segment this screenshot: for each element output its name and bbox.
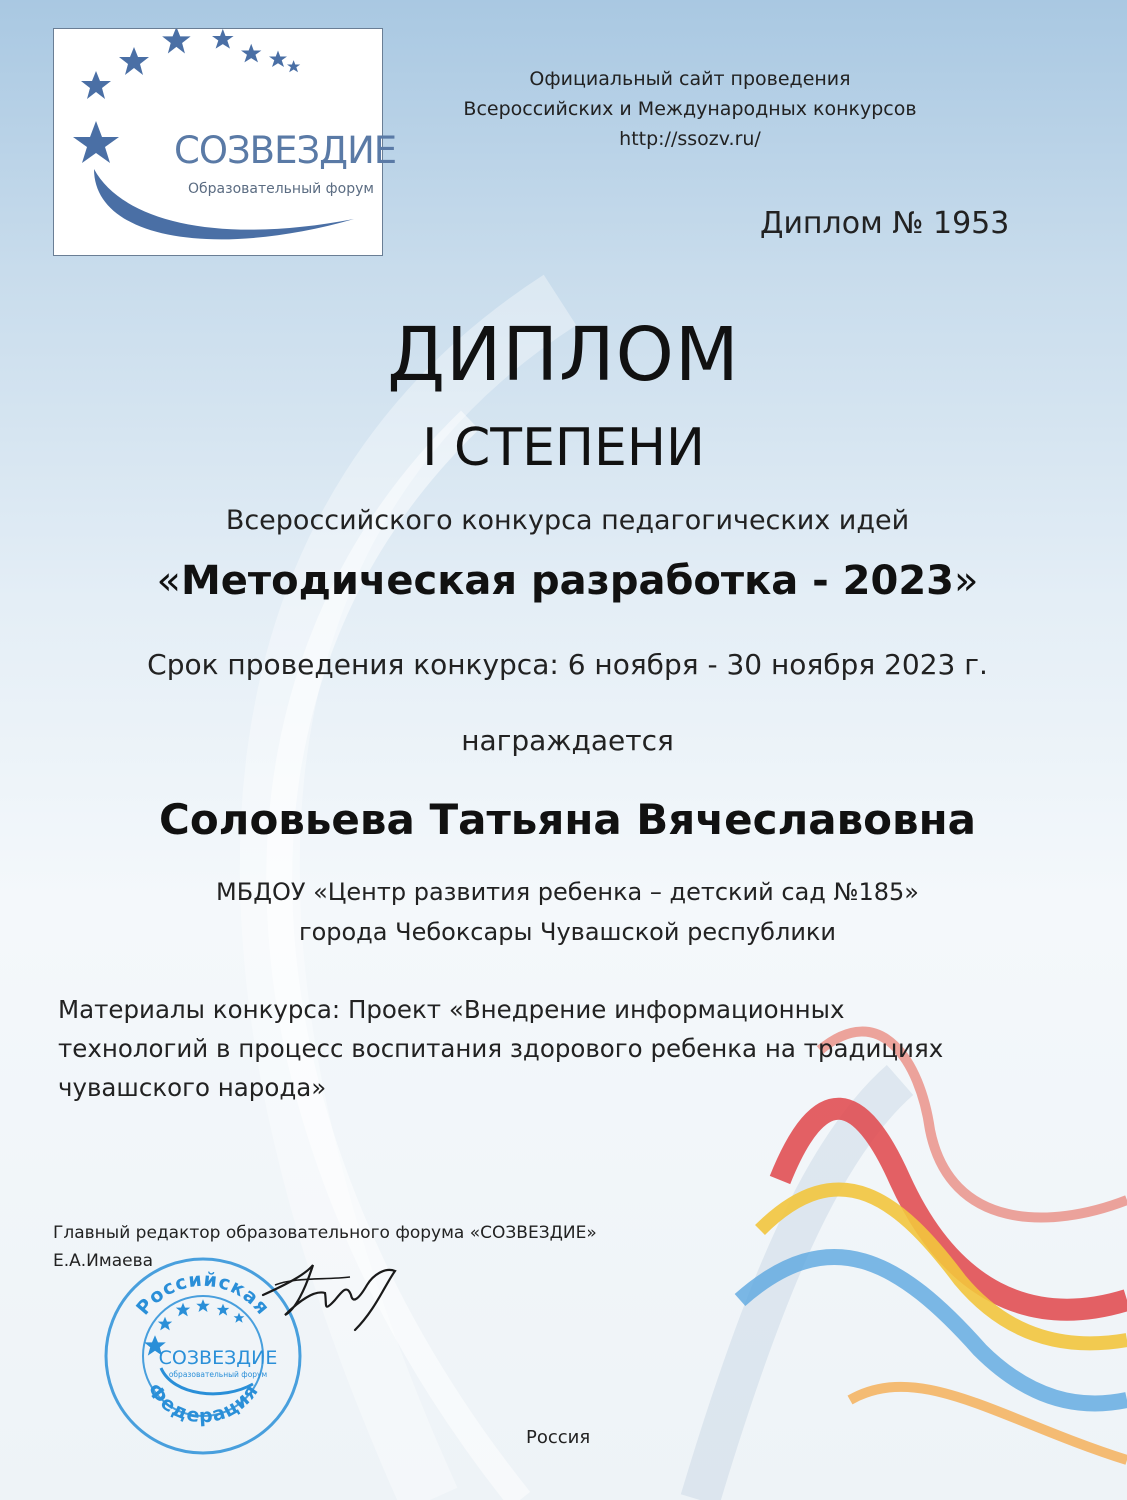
- logo-title: СОЗВЕЗДИЕ: [174, 129, 397, 172]
- organization-line1: МБДОУ «Центр развития ребенка – детский сад №185»: [216, 878, 919, 906]
- stamp-title: СОЗВЕЗДИЕ: [158, 1347, 278, 1369]
- editor-title: Главный редактор образовательного форума «СОЗВЕЗДИЕ»: [53, 1223, 597, 1243]
- organization: [0, 872, 1127, 952]
- materials-line3: чувашского народа»: [58, 1073, 327, 1102]
- site-info-line2: Всероссийских и Международных конкурсов: [463, 98, 917, 120]
- site-info-line1: Официальный сайт проведения: [529, 68, 851, 90]
- logo: [53, 28, 397, 256]
- organization-line2: города Чебоксары Чувашской республики: [298, 918, 837, 946]
- recipient-name: Соловьева Татьяна Вячеславовна: [159, 795, 976, 844]
- stamp-subtitle: образовательный форум: [168, 1370, 268, 1379]
- contest-name-close-quote: »: [954, 558, 979, 604]
- contest-name-open-quote: «: [156, 558, 181, 604]
- contest-period: Срок проведения конкурса: 6 ноября - 30 ноября 2023 г.: [147, 648, 988, 681]
- country: Россия: [526, 1427, 591, 1448]
- stamp-bottom-text: Федерация: [142, 1379, 264, 1428]
- materials-line2: технологий в процесс воспитания здорового ребенка на традициях: [58, 1034, 944, 1063]
- contest-name: [0, 558, 1127, 604]
- site-url[interactable]: http://ssozv.ru/: [619, 128, 761, 150]
- diploma-degree: I СТЕПЕНИ: [422, 418, 705, 478]
- materials-line1: Материалы конкурса: Проект «Внедрение информационных: [58, 995, 845, 1024]
- contest-name-text: Методическая разработка - 2023: [181, 558, 954, 604]
- logo-subtitle: Образовательный форум: [188, 181, 374, 197]
- editor-name: Е.А.Имаева: [53, 1251, 154, 1271]
- signature-mark: [255, 1255, 415, 1335]
- contest-materials: [58, 990, 1058, 1107]
- svg-text:Российская: [132, 1269, 274, 1320]
- stamp-top-text: Российская: [132, 1268, 274, 1320]
- site-info: [400, 64, 980, 154]
- diploma-title: ДИПЛОМ: [387, 312, 740, 398]
- contest-type: Всероссийского конкурса педагогических идей: [225, 505, 910, 536]
- awarded-label: награждается: [461, 724, 674, 757]
- diploma-number: Диплом № 1953: [760, 206, 1010, 241]
